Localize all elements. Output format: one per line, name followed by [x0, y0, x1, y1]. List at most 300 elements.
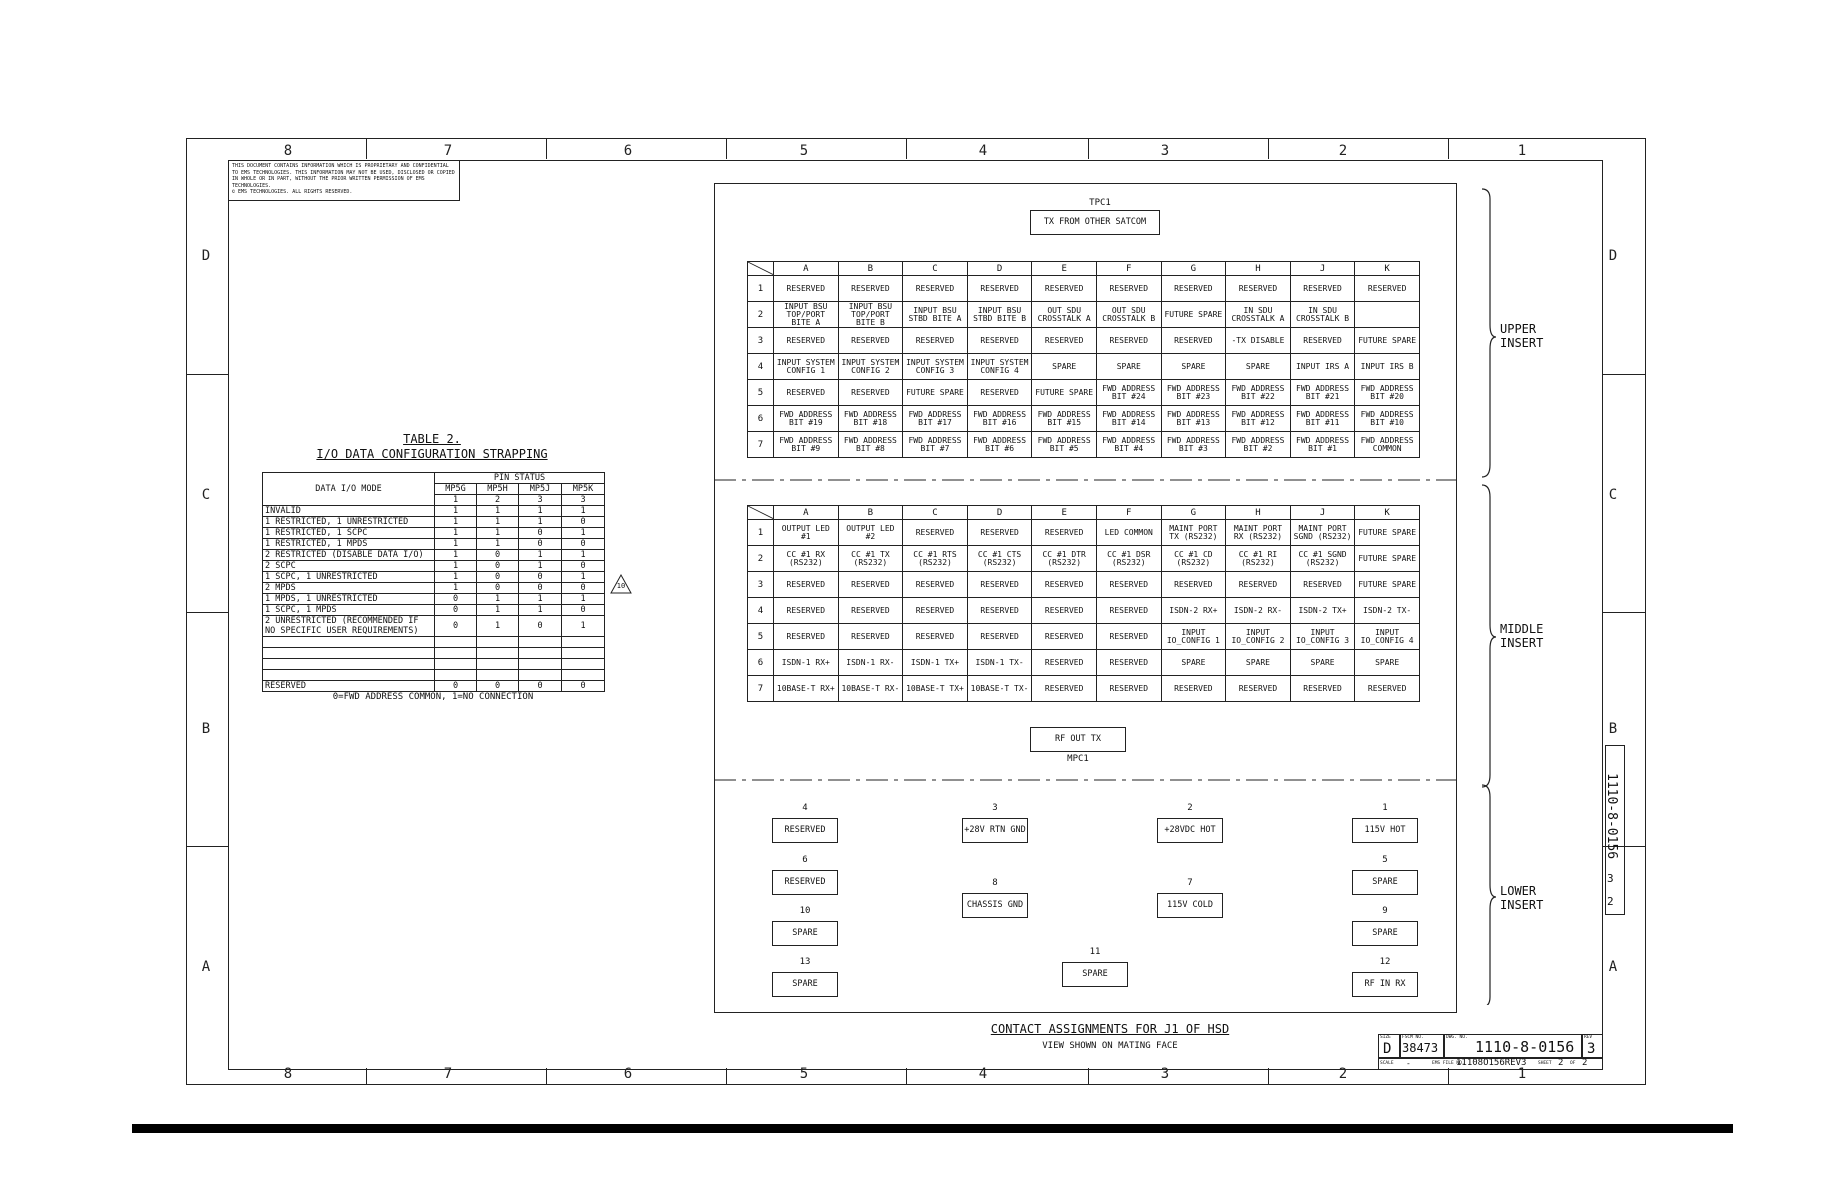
table2-value-cell: 0	[435, 594, 477, 605]
contact-cell: CC #1 SGND (RS232)	[1290, 546, 1355, 572]
contact-cell: RESERVED	[1096, 676, 1161, 702]
insert-divider-upper	[714, 478, 1457, 482]
contact-cell: FWD ADDRESS BIT #7	[903, 432, 968, 458]
table2-title-line1: TABLE 2.	[403, 432, 461, 446]
table-row	[263, 616, 605, 637]
table2-value-cell: 1	[435, 517, 477, 528]
contact-cell: ISDN-2 RX+	[1161, 598, 1226, 624]
table2-mode-cell: 1 SCPC, 1 MPDS	[263, 605, 435, 616]
contact-cell: FWD ADDRESS BIT #17	[903, 406, 968, 432]
contact-column-label: B	[838, 506, 903, 520]
contact-cell: RESERVED	[838, 380, 903, 406]
zone-tick-top	[546, 139, 547, 159]
table2-mode-cell: 2 MPDS	[263, 583, 435, 594]
contact-cell: RESERVED	[1355, 276, 1420, 302]
contact-cell: RESERVED	[1096, 572, 1161, 598]
contact-cell: 10BASE-T TX+	[903, 676, 968, 702]
table-row	[263, 681, 605, 692]
table2-value-cell: 0	[519, 539, 562, 550]
table2-pin-number: 2	[477, 495, 519, 506]
contact-cell: RESERVED	[1096, 624, 1161, 650]
contact-cell: RESERVED	[1096, 276, 1161, 302]
table2-value-cell: 0	[519, 572, 562, 583]
contact-cell: MAINT PORT RX (RS232)	[1226, 520, 1291, 546]
table2-value-cell: 0	[519, 528, 562, 539]
contact-cell: RESERVED	[1032, 328, 1097, 354]
table2-pin-number: 1	[435, 495, 477, 506]
contact-row-number: 1	[748, 276, 774, 302]
zone-label-top: 2	[1338, 143, 1348, 159]
contact-cell: RESERVED	[1161, 572, 1226, 598]
contact-cell: RESERVED	[774, 328, 839, 354]
table2-value-cell: 1	[435, 561, 477, 572]
table2-mode-cell: 1 RESTRICTED, 1 SCPC	[263, 528, 435, 539]
zone-tick-top	[1448, 139, 1449, 159]
contact-cell: ISDN-1 TX-	[967, 650, 1032, 676]
contact-cell: FUTURE SPARE	[1355, 546, 1420, 572]
contact-column-label: B	[838, 262, 903, 276]
contact-number: 3	[992, 803, 998, 813]
table2-value-cell: 0	[477, 572, 519, 583]
contact-cell: FWD ADDRESS BIT #15	[1032, 406, 1097, 432]
table2-blank-cell	[263, 637, 435, 648]
zone-tick-bottom	[1448, 1068, 1449, 1085]
contact-cell: SPARE	[1161, 650, 1226, 676]
table2-value-cell: 1	[435, 528, 477, 539]
table2-blank-cell	[562, 637, 605, 648]
contact-column-label: G	[1161, 506, 1226, 520]
table2-pin-header: MP5H	[477, 484, 519, 495]
table2-value-cell: 1	[435, 539, 477, 550]
sheet-label: SHEET	[1538, 1061, 1552, 1066]
contact-row	[748, 676, 1420, 702]
size-label: SIZE	[1380, 1035, 1391, 1040]
contact-box: SPARE	[772, 921, 838, 946]
table-row-blank	[263, 670, 605, 681]
contact-cell: INPUT IO_CONFIG 1	[1161, 624, 1226, 650]
contact-cell: FUTURE SPARE	[1355, 572, 1420, 598]
table2-mode-cell: 2 RESTRICTED (DISABLE DATA I/O)	[263, 550, 435, 561]
upper-connector-box: TX FROM OTHER SATCOM	[1030, 210, 1160, 235]
contact-cell: INPUT SYSTEM CONFIG 2	[838, 354, 903, 380]
contact-cell: RESERVED	[1226, 572, 1291, 598]
contact-box: RF IN RX	[1352, 972, 1418, 997]
contact-column-label: A	[774, 262, 839, 276]
contact-cell: RESERVED	[1032, 650, 1097, 676]
table2-value-cell: 1	[519, 594, 562, 605]
contact-cell: SPARE	[1226, 650, 1291, 676]
contact-cell: 10BASE-T TX-	[967, 676, 1032, 702]
contact-cell: RESERVED	[1032, 572, 1097, 598]
table2-blank-cell	[477, 637, 519, 648]
contact-number: 11	[1089, 947, 1101, 957]
table2-blank-cell	[562, 659, 605, 670]
table2-value-cell: 0	[435, 605, 477, 616]
contact-row-number: 2	[748, 302, 774, 328]
table2-blank-cell	[477, 670, 519, 681]
contact-cell: RESERVED	[1161, 276, 1226, 302]
contact-cell: FWD ADDRESS BIT #3	[1161, 432, 1226, 458]
table2-value-cell: 0	[435, 681, 477, 692]
contact-cell: RESERVED	[967, 276, 1032, 302]
table2-blank-cell	[435, 648, 477, 659]
sheet-value: 2	[1558, 1058, 1564, 1068]
zone-tick-bottom	[366, 1068, 367, 1085]
revision-flag-icon	[610, 574, 632, 594]
contact-row-number: 5	[748, 624, 774, 650]
sheet-of-label: OF	[1570, 1061, 1576, 1066]
contact-cell: IN SDU CROSSTALK B	[1290, 302, 1355, 328]
drawing-caption-title: CONTACT ASSIGNMENTS FOR J1 OF HSD	[990, 1022, 1230, 1036]
contact-cell: RESERVED	[1032, 276, 1097, 302]
contact-column-label: C	[903, 506, 968, 520]
contact-column-label: E	[1032, 506, 1097, 520]
table2-blank-cell	[519, 659, 562, 670]
contact-number: 13	[799, 957, 811, 967]
contact-cell: ISDN-2 TX+	[1290, 598, 1355, 624]
contact-cell: -TX DISABLE	[1226, 328, 1291, 354]
contact-cell: FWD ADDRESS BIT #14	[1096, 406, 1161, 432]
contact-cell: FWD ADDRESS BIT #12	[1226, 406, 1291, 432]
table2-value-cell: 0	[477, 561, 519, 572]
contact-column-label: E	[1032, 262, 1097, 276]
zone-tick-top	[366, 139, 367, 159]
total-sheets: 2	[1582, 1058, 1588, 1068]
contact-box: SPARE	[1352, 870, 1418, 895]
contact-cell: RESERVED	[1161, 676, 1226, 702]
contact-cell: SPARE	[1290, 650, 1355, 676]
table2-mode-cell: 1 RESTRICTED, 1 UNRESTRICTED	[263, 517, 435, 528]
table2-blank-cell	[477, 659, 519, 670]
drawing-caption-subtitle: VIEW SHOWN ON MATING FACE	[1042, 1041, 1178, 1051]
table2-mode-cell: 2 SCPC	[263, 561, 435, 572]
contact-cell: SPARE	[1161, 354, 1226, 380]
zone-label-left: A	[201, 959, 211, 975]
zone-tick-bottom	[1268, 1068, 1269, 1085]
contact-column-label: F	[1096, 262, 1161, 276]
table2-value-cell: 0	[562, 583, 605, 594]
contact-cell: 10BASE-T RX-	[838, 676, 903, 702]
table2-value-cell: 1	[519, 561, 562, 572]
notice-copyright: © EMS TECHNOLOGIES. ALL RIGHTS RESERVED.	[232, 189, 353, 196]
zone-label-left: B	[201, 721, 211, 737]
table2-mode-header: DATA I/O MODE	[263, 473, 435, 506]
contact-cell: INPUT IRS B	[1355, 354, 1420, 380]
insert-divider-lower	[714, 778, 1457, 782]
zone-label-bottom: 4	[978, 1066, 988, 1082]
contact-row	[748, 572, 1420, 598]
proprietary-notice	[228, 160, 460, 201]
contact-cell: RESERVED	[774, 624, 839, 650]
table-row-blank	[263, 659, 605, 670]
zone-tick-top	[1088, 139, 1089, 159]
contact-cell: FWD ADDRESS BIT #21	[1290, 380, 1355, 406]
table2-value-cell: 0	[435, 616, 477, 637]
table2-value-cell: 0	[519, 616, 562, 637]
table2-value-cell: 0	[519, 583, 562, 594]
table2-pin-status-header: PIN STATUS	[435, 473, 605, 484]
table-row	[263, 539, 605, 550]
contact-cell: RESERVED	[774, 380, 839, 406]
contact-cell: INPUT BSU STBD BITE A	[903, 302, 968, 328]
table2-value-cell: 1	[562, 572, 605, 583]
contact-cell: RESERVED	[838, 572, 903, 598]
contact-cell: FWD ADDRESS BIT #13	[1161, 406, 1226, 432]
contact-cell: RESERVED	[838, 624, 903, 650]
contact-cell: RESERVED	[1290, 276, 1355, 302]
contact-cell: FUTURE SPARE	[1355, 328, 1420, 354]
contact-cell: ISDN-1 RX+	[774, 650, 839, 676]
contact-row-number: 4	[748, 598, 774, 624]
contact-cell: FWD ADDRESS BIT #22	[1226, 380, 1291, 406]
table2-value-cell: 1	[477, 528, 519, 539]
file-value: 11108O156REV3	[1456, 1058, 1527, 1068]
zone-tick-bottom	[726, 1068, 727, 1085]
dwg-number: 1110-8-0156	[1475, 1038, 1575, 1056]
contact-cell: SPARE	[1096, 354, 1161, 380]
contact-row	[748, 276, 1420, 302]
contact-cell: FWD ADDRESS BIT #4	[1096, 432, 1161, 458]
zone-label-right: C	[1608, 487, 1618, 503]
contact-cell: RESERVED	[903, 276, 968, 302]
contact-row	[748, 650, 1420, 676]
table-row	[263, 517, 605, 528]
upper-connector-ref: TPC1	[1089, 198, 1111, 208]
table2-mode-cell: 1 SCPC, 1 UNRESTRICTED	[263, 572, 435, 583]
page-bottom-rule	[132, 1124, 1733, 1133]
contact-cell: RESERVED	[838, 598, 903, 624]
contact-number: 4	[802, 803, 808, 813]
table2-value-cell: 1	[562, 594, 605, 605]
contact-cell: LED COMMON	[1096, 520, 1161, 546]
table2-value-cell: 1	[477, 594, 519, 605]
contact-cell: RESERVED	[838, 328, 903, 354]
fscm-value: 38473	[1402, 1041, 1439, 1055]
contact-box: SPARE	[772, 972, 838, 997]
contact-row-number: 5	[748, 380, 774, 406]
contact-cell: INPUT BSU TOP/PORT BITE A	[774, 302, 839, 328]
contact-row	[748, 380, 1420, 406]
table2-pin-header: MP5K	[562, 484, 605, 495]
contact-cell	[1355, 302, 1420, 328]
zone-label-top: 7	[443, 143, 453, 159]
table2-value-cell: 1	[562, 528, 605, 539]
table2-value-cell: 1	[519, 605, 562, 616]
zone-tick-left	[187, 374, 228, 375]
contact-cell: SPARE	[1226, 354, 1291, 380]
contact-column-label: A	[774, 506, 839, 520]
contact-cell: RESERVED	[903, 598, 968, 624]
contact-cell: RESERVED	[1032, 520, 1097, 546]
contact-cell: RESERVED	[967, 328, 1032, 354]
contact-cell: RESERVED	[1032, 676, 1097, 702]
contact-cell: FWD ADDRESS BIT #11	[1290, 406, 1355, 432]
contact-row-number: 4	[748, 354, 774, 380]
contact-cell: CC #1 DSR (RS232)	[1096, 546, 1161, 572]
zone-label-bottom: 2	[1338, 1066, 1348, 1082]
contact-row	[748, 546, 1420, 572]
table2-blank-cell	[435, 659, 477, 670]
contact-row	[748, 302, 1420, 328]
middle-insert-contact-table	[747, 505, 1420, 702]
contact-cell: INPUT IO_CONFIG 3	[1290, 624, 1355, 650]
upper-insert-label: UPPER INSERT	[1500, 322, 1544, 350]
contact-cell: OUTPUT LED #2	[838, 520, 903, 546]
table2-value-cell: 1	[562, 550, 605, 561]
zone-label-bottom: 8	[283, 1066, 293, 1082]
contact-cell: RESERVED	[967, 572, 1032, 598]
zone-label-bottom: 3	[1160, 1066, 1170, 1082]
contact-cell: RESERVED	[1290, 572, 1355, 598]
scale-label: SCALE	[1380, 1061, 1394, 1066]
table-row	[263, 594, 605, 605]
contact-table-header	[748, 262, 1420, 276]
contact-cell: ISDN-2 RX-	[1226, 598, 1291, 624]
contact-cell: FWD ADDRESS BIT #20	[1355, 380, 1420, 406]
contact-cell: ISDN-1 RX-	[838, 650, 903, 676]
zone-label-bottom: 6	[623, 1066, 633, 1082]
contact-number: 2	[1187, 803, 1193, 813]
contact-cell: RESERVED	[774, 572, 839, 598]
contact-cell: 10BASE-T RX+	[774, 676, 839, 702]
zone-tick-right	[1603, 374, 1645, 375]
table2-value-cell: 1	[477, 517, 519, 528]
contact-cell: FWD ADDRESS BIT #6	[967, 432, 1032, 458]
rev-value: 3	[1587, 1041, 1596, 1057]
contact-cell: RESERVED	[903, 328, 968, 354]
table-row-blank	[263, 648, 605, 659]
contact-cell: ISDN-1 TX+	[903, 650, 968, 676]
zone-label-bottom: 7	[443, 1066, 453, 1082]
contact-cell: OUT SDU CROSSTALK A	[1032, 302, 1097, 328]
zone-tick-left	[187, 612, 228, 613]
table-row	[263, 583, 605, 594]
middle-insert-label: MIDDLE INSERT	[1500, 622, 1544, 650]
upper-insert-contact-table	[747, 261, 1420, 458]
revision-flag-number: 10	[616, 582, 626, 590]
contact-box: +28V RTN GND	[962, 818, 1028, 843]
contact-cell: SPARE	[1355, 650, 1420, 676]
table2-value-cell: 1	[435, 550, 477, 561]
contact-cell: FWD ADDRESS BIT #19	[774, 406, 839, 432]
contact-table-header	[748, 506, 1420, 520]
table-row	[263, 550, 605, 561]
notice-text: THIS DOCUMENT CONTAINS INFORMATION WHICH IS PROPRIETARY AND CONFIDENTIAL TO EMS TECHNOLOGIES. THIS INFORMATION MAY NOT BE USED, DISCLOSED OR COPIED IN WHOLE OR IN PART, WITHOUT THE PRIOR WRITTEN PERMISSION OF EMS TECHNOLOGIES.	[232, 163, 455, 189]
contact-cell: RESERVED	[1226, 276, 1291, 302]
contact-cell: CC #1 DTR (RS232)	[1032, 546, 1097, 572]
contact-cell: RESERVED	[1032, 598, 1097, 624]
contact-row-number: 3	[748, 572, 774, 598]
table2-blank-cell	[435, 670, 477, 681]
contact-cell: RESERVED	[1290, 328, 1355, 354]
contact-cell: OUTPUT LED #1	[774, 520, 839, 546]
table-row	[263, 561, 605, 572]
table-row	[263, 572, 605, 583]
contact-cell: FWD ADDRESS COMMON	[1355, 432, 1420, 458]
contact-box: 115V COLD	[1157, 893, 1223, 918]
table2-title	[262, 432, 602, 462]
contact-box: SPARE	[1062, 962, 1128, 987]
contact-cell: INPUT SYSTEM CONFIG 1	[774, 354, 839, 380]
table2-pin-header: MP5J	[519, 484, 562, 495]
contact-row	[748, 406, 1420, 432]
file-label: EMS FILE NO.	[1432, 1061, 1465, 1066]
contact-cell: RESERVED	[1355, 676, 1420, 702]
contact-number: 6	[802, 855, 808, 865]
zone-tick-top	[726, 139, 727, 159]
contact-cell: INPUT IO_CONFIG 2	[1226, 624, 1291, 650]
dwg-label: DWG. NO.	[1446, 1035, 1468, 1040]
table2-value-cell: 0	[562, 517, 605, 528]
table2-value-cell: 1	[435, 583, 477, 594]
contact-row-number: 7	[748, 676, 774, 702]
contact-box: RESERVED	[772, 870, 838, 895]
contact-box: CHASSIS GND	[962, 893, 1028, 918]
contact-cell: RESERVED	[967, 624, 1032, 650]
contact-cell: CC #1 RX (RS232)	[774, 546, 839, 572]
contact-cell: RESERVED	[903, 520, 968, 546]
contact-cell: RESERVED	[1290, 676, 1355, 702]
table2-value-cell: 0	[562, 681, 605, 692]
table2-value-cell: 1	[477, 539, 519, 550]
table2-blank-cell	[435, 637, 477, 648]
table2-note: 0=FWD ADDRESS COMMON, 1=NO CONNECTION	[332, 692, 534, 702]
contact-cell: INPUT SYSTEM CONFIG 4	[967, 354, 1032, 380]
contact-number: 9	[1382, 906, 1388, 916]
table2-value-cell: 1	[477, 506, 519, 517]
contact-cell: FUTURE SPARE	[903, 380, 968, 406]
zone-label-top: 4	[978, 143, 988, 159]
scale-value: -	[1406, 1059, 1411, 1068]
contact-cell: RESERVED	[1032, 624, 1097, 650]
table2-value-cell: 0	[562, 561, 605, 572]
zone-tick-bottom	[906, 1068, 907, 1085]
contact-cell: FWD ADDRESS BIT #23	[1161, 380, 1226, 406]
zone-label-right: A	[1608, 959, 1618, 975]
contact-column-label: H	[1226, 262, 1291, 276]
contact-cell: RESERVED	[967, 520, 1032, 546]
contact-cell: MAINT PORT SGND (RS232)	[1290, 520, 1355, 546]
contact-column-label: J	[1290, 262, 1355, 276]
zone-tick-top	[906, 139, 907, 159]
zone-tick-right	[1603, 612, 1645, 613]
contact-number: 10	[799, 906, 811, 916]
table2-value-cell: 1	[477, 605, 519, 616]
table-row	[263, 528, 605, 539]
contact-cell: RESERVED	[1096, 598, 1161, 624]
contact-cell: INPUT SYSTEM CONFIG 3	[903, 354, 968, 380]
contact-column-label: C	[903, 262, 968, 276]
zone-label-right: B	[1608, 721, 1618, 737]
contact-cell: SPARE	[1032, 354, 1097, 380]
zone-label-right: D	[1608, 248, 1618, 264]
contact-cell: INPUT IRS A	[1290, 354, 1355, 380]
table2-mode-cell: RESERVED	[263, 681, 435, 692]
table2-blank-cell	[519, 637, 562, 648]
contact-row	[748, 624, 1420, 650]
contact-cell: INPUT BSU TOP/PORT BITE B	[838, 302, 903, 328]
contact-column-label: D	[967, 262, 1032, 276]
contact-column-label: K	[1355, 262, 1420, 276]
table2-value-cell: 0	[519, 681, 562, 692]
table2-value-cell: 0	[477, 681, 519, 692]
contact-cell: RESERVED	[1226, 676, 1291, 702]
contact-column-label: J	[1290, 506, 1355, 520]
table-row	[263, 506, 605, 517]
lower-insert-label: LOWER INSERT	[1500, 884, 1544, 912]
contact-row-number: 3	[748, 328, 774, 354]
contact-cell: CC #1 RI (RS232)	[1226, 546, 1291, 572]
